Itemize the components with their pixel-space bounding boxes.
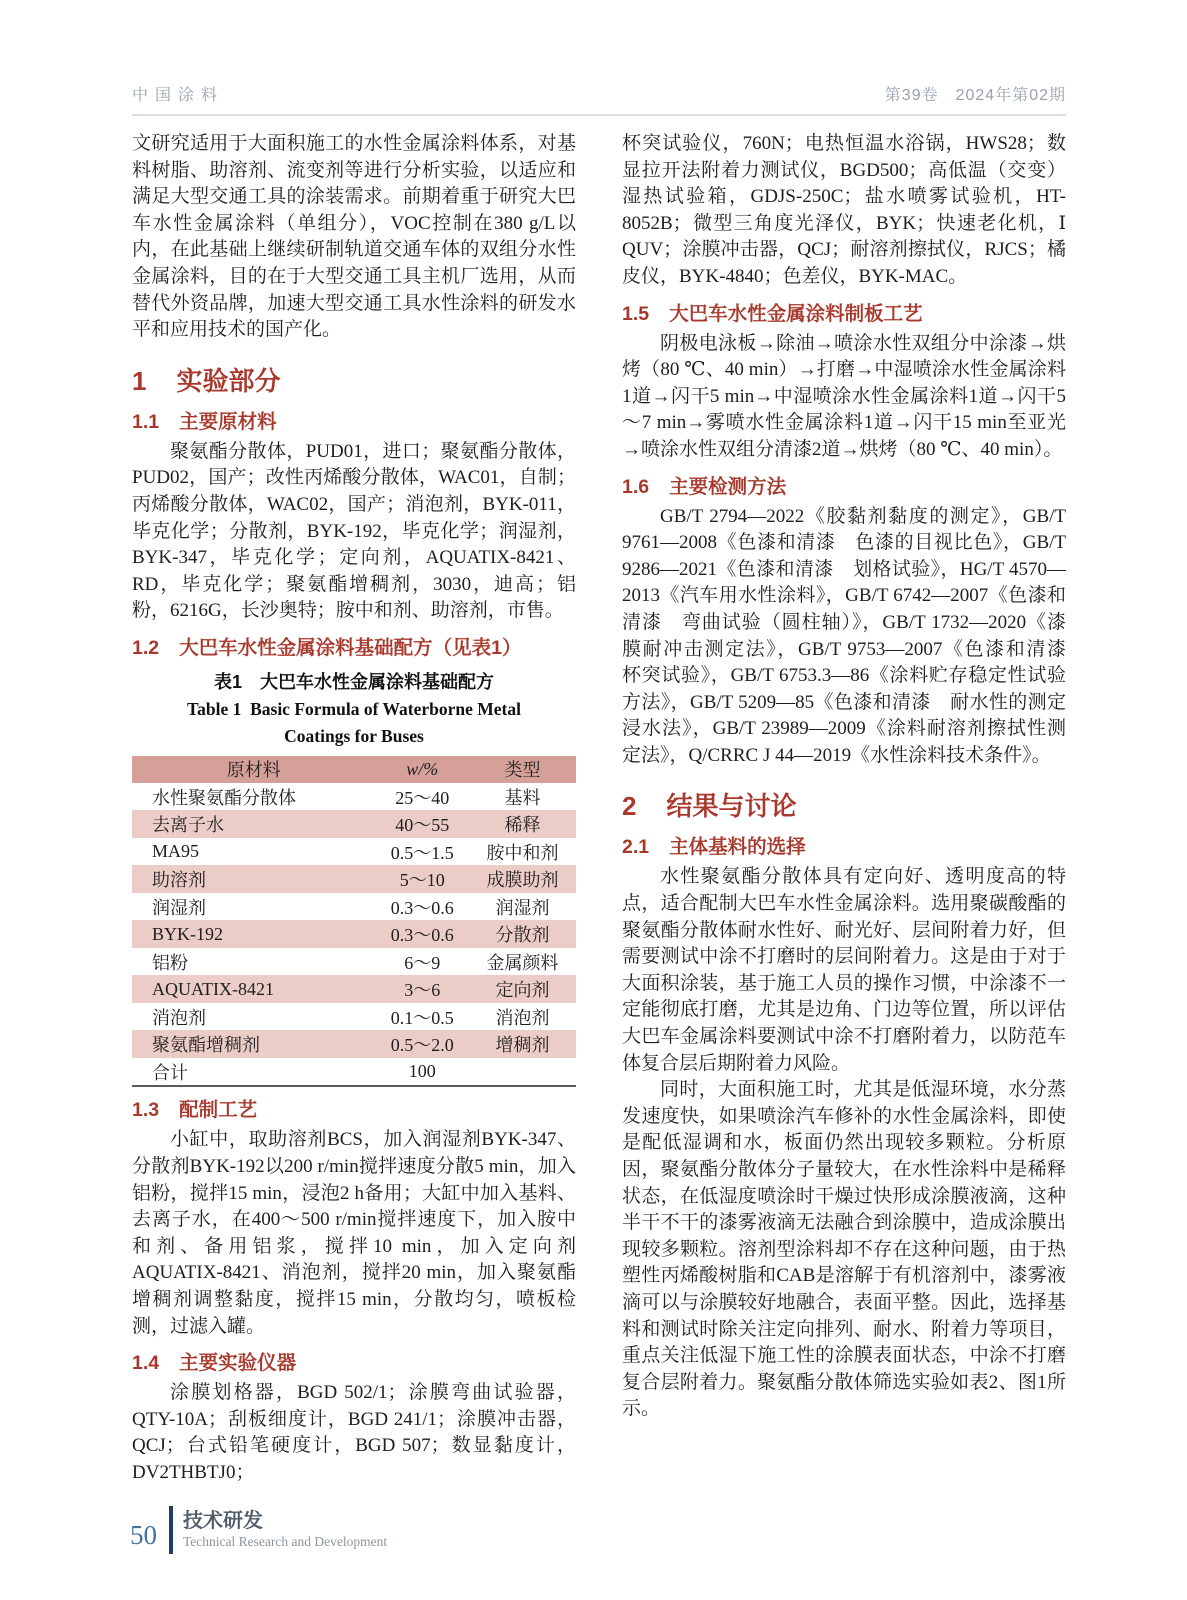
two-column-body [132, 131, 1086, 1487]
page-number: 50 [130, 1519, 157, 1550]
table-cell: 水性聚氨酯分散体 [152, 787, 296, 808]
table-cell: 稀释 [504, 815, 541, 836]
section-title: 实验部分 [176, 365, 281, 396]
table-row [132, 920, 576, 948]
table-cell: AQUATIX-8421 [152, 978, 274, 999]
footer-section-en: Technical Research and Development [183, 1534, 388, 1549]
paragraph-test-methods: GB/T 2794—2022《胶黏剂黏度的测定》，GB/T 9761—2008《色漆和清漆 色漆的目视比色》，GB/T 9286—2021《色漆和清漆 划格试验》，HG/T 4570—2013《汽车用水性涂料》，GB/T 6742—2007《色漆和清漆 弯曲试验（圆柱轴）》，GB/T 1732—2020《漆膜耐冲击测定法》，GB/T 9753—2007《色漆和清漆 杯突试验》，GB/T 6753.3—86《涂料贮存稳定性试验方法》，GB/T 5209—85《色漆和清漆 耐水性的测定 浸水法》，GB/T 23989—2009《涂料耐溶剂擦拭性测定法》，Q/CRRC J 44—2019《水性涂料技术条件》。 [622, 505, 1086, 766]
section-1-3-heading [132, 1094, 576, 1122]
table-cell: 合计 [152, 1062, 188, 1083]
table-1-caption-en: Table 1 Basic Formula of Waterborne Metal Coatings for Buses [187, 698, 526, 746]
paragraph-base-resin-1: 水性聚氨酯分散体具有定向好、透明度高的特点，适合配制大巴车水性金属涂料。选用聚碳酸酯的聚氨酯分散体耐水性好、耐光好、层间附着力好，但需要测试中涂不打磨时的层间附着力。这是由于对于大面积涂装，基于施工人员的操作习惯，中涂漆不一定能彻底打磨，尤其是边角、门边等位置，所以评估大巴车金属涂料要测试中涂不打磨附着力，以防范车体复合层后期附着力风险。 [622, 866, 1066, 1074]
col-header-weight-percent: w/% [376, 756, 470, 783]
table-cell: 3～6 [404, 980, 441, 1001]
table-cell: 铝粉 [152, 952, 188, 973]
section-2-heading [622, 786, 1066, 823]
col-header-material: 原材料 [132, 756, 376, 783]
page-footer [130, 1506, 387, 1554]
section-number: 1.2 [132, 636, 160, 659]
table-row [132, 1058, 576, 1087]
section-1-1-heading [132, 406, 576, 434]
section-number: 1.1 [132, 410, 160, 433]
table-cell: MA95 [152, 841, 200, 862]
page-header [132, 82, 1066, 116]
section-number: 2.1 [622, 836, 650, 859]
section-title: 主要实验仪器 [179, 1352, 297, 1375]
table-cell: 基料 [504, 787, 541, 808]
table-1-body [132, 783, 576, 1087]
section-2-1-heading [622, 831, 1066, 859]
section-1-4-heading [132, 1347, 576, 1375]
left-column [132, 131, 576, 1487]
table-row [132, 1003, 576, 1031]
table-cell: 金属颜料 [486, 952, 559, 973]
table-row [132, 893, 576, 921]
section-title: 结果与讨论 [666, 791, 797, 822]
table-cell: 润湿剂 [495, 897, 550, 918]
table-row [132, 948, 576, 976]
table-cell: 润湿剂 [152, 897, 206, 918]
paragraph-instruments: 涂膜划格器，BGD 502/1；涂膜弯曲试验器，QTY-10A；刮板细度计，BGD 241/1；涂膜冲击器，QCJ；台式铅笔硬度计，BGD 507；数显黏度计，DV2THBTJ0； [132, 1382, 576, 1483]
paragraph-raw-materials: 聚氨酯分散体，PUD01，进口；聚氨酯分散体，PUD02，国产；改性丙烯酸分散体，WAC01，自制；丙烯酸分散体，WAC02，国产；消泡剂，BYK-011，毕克化学；分散剂，BYK-192，毕克化学；润湿剂，BYK-347，毕克化学；定向剂，AQUATIX-8421、RD，毕克化学；聚氨酯增稠剂，3030，迪高；铝粉，6216G，长沙奥特；胺中和剂、助溶剂，市售。 [132, 440, 576, 622]
table-row [132, 865, 576, 893]
section-title: 配制工艺 [179, 1099, 258, 1122]
table-row [132, 810, 576, 838]
table-cell: 消泡剂 [152, 1007, 206, 1028]
section-1-heading [132, 361, 576, 398]
table-cell: 0.5～2.0 [390, 1035, 454, 1056]
section-title: 主体基料的选择 [669, 836, 806, 859]
table-row [132, 975, 576, 1003]
issue-info: 第39卷 2024年第02期 [884, 87, 1066, 104]
table-cell: 胺中和剂 [486, 842, 559, 863]
section-number: 1.6 [622, 475, 650, 498]
table-1-formula [132, 756, 576, 1088]
section-number: 1 [132, 365, 147, 396]
section-title: 主要检测方法 [669, 475, 787, 498]
table-1-header [132, 756, 576, 783]
footer-section-zh: 技术研发 [183, 1510, 263, 1532]
table-cell: 去离子水 [152, 815, 224, 836]
table-cell: 成膜助剂 [486, 870, 559, 891]
table-cell: 100 [408, 1061, 436, 1082]
table-cell: 定向剂 [495, 980, 550, 1001]
paragraph-intro-continuation: 文研究适用于大面积施工的水性金属涂料体系，对基料树脂、助溶剂、流变剂等进行分析实验，以适应和满足大型交通工具的涂装需求。前期着重于研究大巴车水性金属涂料（单组分），VOC控制在380 g/L以内，在此基础上继续研制轨道交通车体的双组分水性金属涂料，目的在于大型交通工具主机厂选用，从而替代外资品牌，加速大型交通工具水性涂料的研发水平和应用技术的国产化。 [132, 133, 576, 341]
table-cell: 0.5～1.5 [390, 842, 454, 863]
table-cell: 0.1～0.5 [390, 1007, 454, 1028]
paragraph-panel-process: 阴极电泳板→除油→喷涂水性双组分中涂漆→烘烤（80 ℃、40 min）→打磨→中湿喷涂水性金属涂料1道→闪干5 min→中湿喷涂水性金属涂料1道→闪干5～7 min→雾喷水性金属涂料1道→闪干15 min至亚光→喷涂水性双组分清漆2道→烘烤（80 ℃、40 min）。 [622, 332, 1066, 460]
table-cell: 增稠剂 [495, 1035, 550, 1056]
table-cell: 助溶剂 [152, 870, 206, 891]
section-title: 大巴车水性金属涂料基础配方（见表1） [179, 636, 522, 659]
paragraph-instruments-continuation: 杯突试验仪，760N；电热恒温水浴锅，HWS28；数显拉开法附着力测试仪，BGD500；高低温（交变）湿热试验箱，GDJS-250C；盐水喷雾试验机，HT-8052B；微型三角度光泽仪，BYK；快速老化机，Ⅰ QUV；涂膜冲击器，QCJ；耐溶剂擦拭仪，RJCS；橘皮仪，BYK-4840；色差仪，BYK-MAC。 [622, 133, 1066, 287]
table-row [132, 1030, 576, 1058]
table-cell: BYK-192 [152, 923, 223, 944]
table-cell: 分散剂 [495, 925, 550, 946]
right-column [622, 131, 1086, 1487]
col-header-type: 类型 [469, 756, 576, 783]
section-number: 1.3 [132, 1099, 160, 1122]
table-cell: 5～10 [399, 870, 445, 891]
section-1-5-heading [622, 298, 1066, 326]
section-number: 1.5 [622, 302, 650, 325]
table-row [132, 838, 576, 866]
table-header-row [132, 756, 576, 783]
table-cell: 40～55 [395, 815, 450, 836]
paragraph-preparation-process: 小缸中，取助溶剂BCS，加入润湿剂BYK-347、分散剂BYK-192以200 r/min搅拌速度分散5 min，加入铝粉，搅拌15 min，浸泡2 h备用；大缸中加入基料、去离子水，在400～500 r/min搅拌速度下，加入胺中和剂、备用铝浆，搅拌10 min，加入定向剂AQUATIX-8421、消泡剂，搅拌20 min，加入聚氨酯增稠剂调整黏度，搅拌15 min，分散均匀，喷板检测，过滤入罐。 [132, 1129, 576, 1337]
section-title: 主要原材料 [179, 410, 277, 433]
section-number: 2 [622, 791, 637, 822]
table-cell: 6～9 [404, 952, 441, 973]
table-cell: 消泡剂 [495, 1007, 550, 1028]
paragraph-base-resin-2: 同时，大面积施工时，尤其是低湿环境，水分蒸发速度快，如果喷涂汽车修补的水性金属涂料，即使是配低湿调和水，板面仍然出现较多颗粒。分析原因，聚氨酯分散体分子量较大，在水性涂料中是稀释状态，在低湿度喷涂时干燥过快形成涂膜液滴，这种半干不干的漆雾液滴无法融合到涂膜中，造成涂膜出现较多颗粒。溶剂型涂料却不存在这种问题，由于热塑性丙烯酸树脂和CAB是溶解于有机溶剂中，漆雾液滴可以与涂膜较好地融合，表面平整。因此，选择基料和测试时除关注定向排列、耐水、附着力等项目，重点关注低湿下施工性的涂膜表面状态，中涂不打磨复合层附着力。聚氨酯分散体筛选实验如表2、图1所示。 [622, 1079, 1066, 1420]
section-1-6-heading [622, 471, 1066, 499]
section-1-2-heading [132, 632, 576, 660]
table-cell [469, 1058, 576, 1087]
table-row [132, 783, 576, 811]
section-number: 1.4 [132, 1352, 160, 1375]
table-1-caption-zh: 表1 大巴车水性金属涂料基础配方 [213, 671, 494, 692]
table-cell: 0.3～0.6 [390, 897, 454, 918]
table-cell: 25～40 [395, 787, 450, 808]
journal-name: 中国涂料 [132, 87, 225, 104]
section-title: 大巴车水性金属涂料制板工艺 [669, 302, 923, 325]
footer-divider-bar [169, 1506, 173, 1554]
table-cell: 聚氨酯增稠剂 [152, 1035, 260, 1056]
table-cell: 0.3～0.6 [390, 925, 454, 946]
footer-labels [183, 1509, 387, 1551]
